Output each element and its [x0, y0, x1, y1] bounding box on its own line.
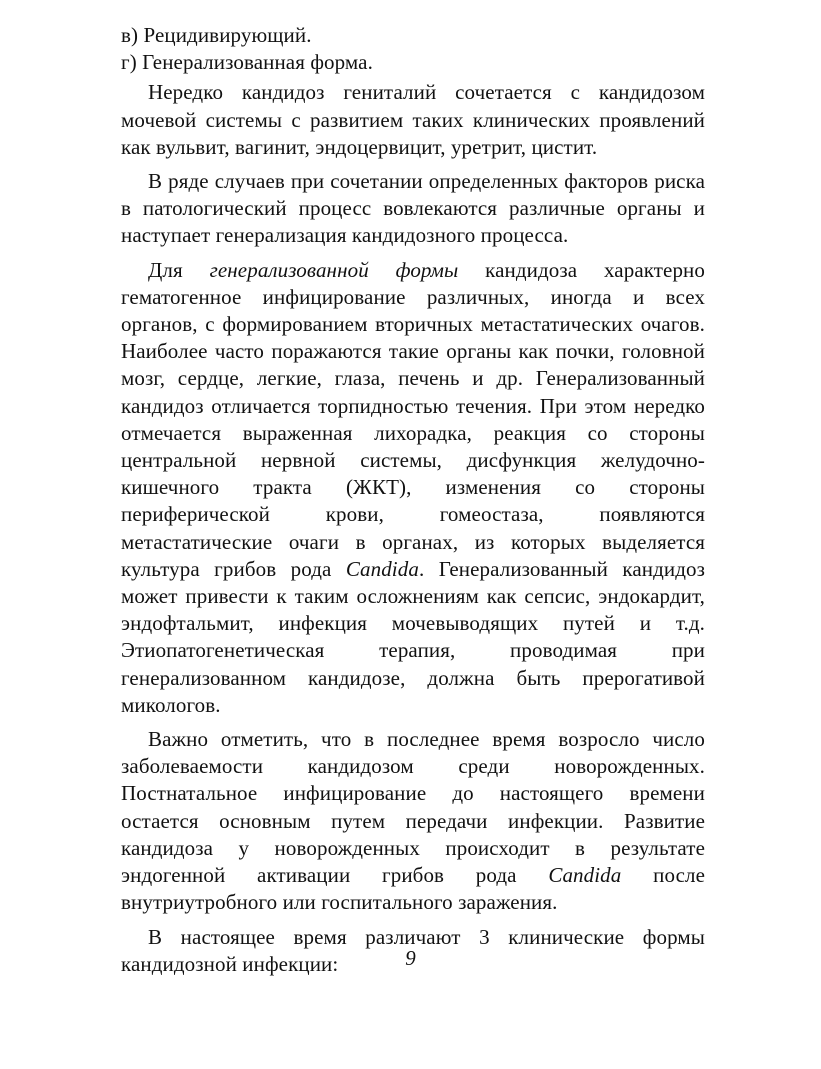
paragraph-newborns: [121, 726, 705, 916]
para3-suffix: . Генерализованный кандидоз может привести к таким осложнениям как сепсис, эндокардит, эндофтальмит, инфекция мочевыводящих путей и т.д. Этиопатогенетическая терапия, проводимая при генерализованном кандидозе, должна быть прерогативой микологов.: [121, 556, 705, 717]
paragraph-genital-candidiasis: Нередко кандидоз гениталий сочетается с кандидозом мочевой системы с развитием таких клинических проявлений как вульвит, вагинит, эндоцервицит, уретрит, цистит.: [121, 80, 705, 159]
para3-emphasis: генерализованной формы: [209, 257, 459, 282]
list-item-v: в) Рецидивирующий.: [121, 23, 312, 47]
page-number: 9: [405, 946, 416, 970]
para4-suffix: после внутриутробного или госпитального заражения.: [121, 863, 706, 915]
paragraph-generalized-form: [121, 257, 705, 719]
paragraph-clinical-forms: В настоящее время различают 3 клинические формы кандидозной инфекции:: [121, 924, 705, 976]
para3-middle: кандидоза характерно гематогенное инфицирование различных, иногда и всех органов, с формированием вторичных метастатических очагов. Наиболее часто поражаются такие органы как почки, головной мозг, сердце, легкие, глаза, печень и др. Генерализованный кандидоз отличается торпидностью течения. При этом нередко отмечается выраженная лихорадка, реакция со стороны центральной нервной системы, дисфункция желудочно-кишечного тракта (ЖКТ), изменения со стороны периферической крови, гомеостаза, появляются метастатические очаги в органах, из которых выделяется культура грибов рода: [121, 257, 705, 581]
para4-prefix: Важно отметить, что в последнее время возросло число заболеваемости кандидозом среди новорожденных. Постнатальное инфицирование до настоящего времени остается основным путем передачи инфекции. Развитие кандидоза у новорожденных происходит в результате эндогенной активации грибов рода: [121, 727, 705, 888]
para4-genus: Candida: [548, 863, 622, 888]
para3-prefix: Для: [148, 257, 210, 282]
page-body: [121, 22, 705, 978]
list-item-g: г) Генерализованная форма.: [121, 50, 373, 75]
paragraph-risk-factors: В ряде случаев при сочетании определенных факторов риска в патологический процесс вовлекаются различные органы и наступает генерализация кандидозного процесса.: [121, 169, 705, 248]
para3-genus: Candida: [345, 556, 419, 581]
